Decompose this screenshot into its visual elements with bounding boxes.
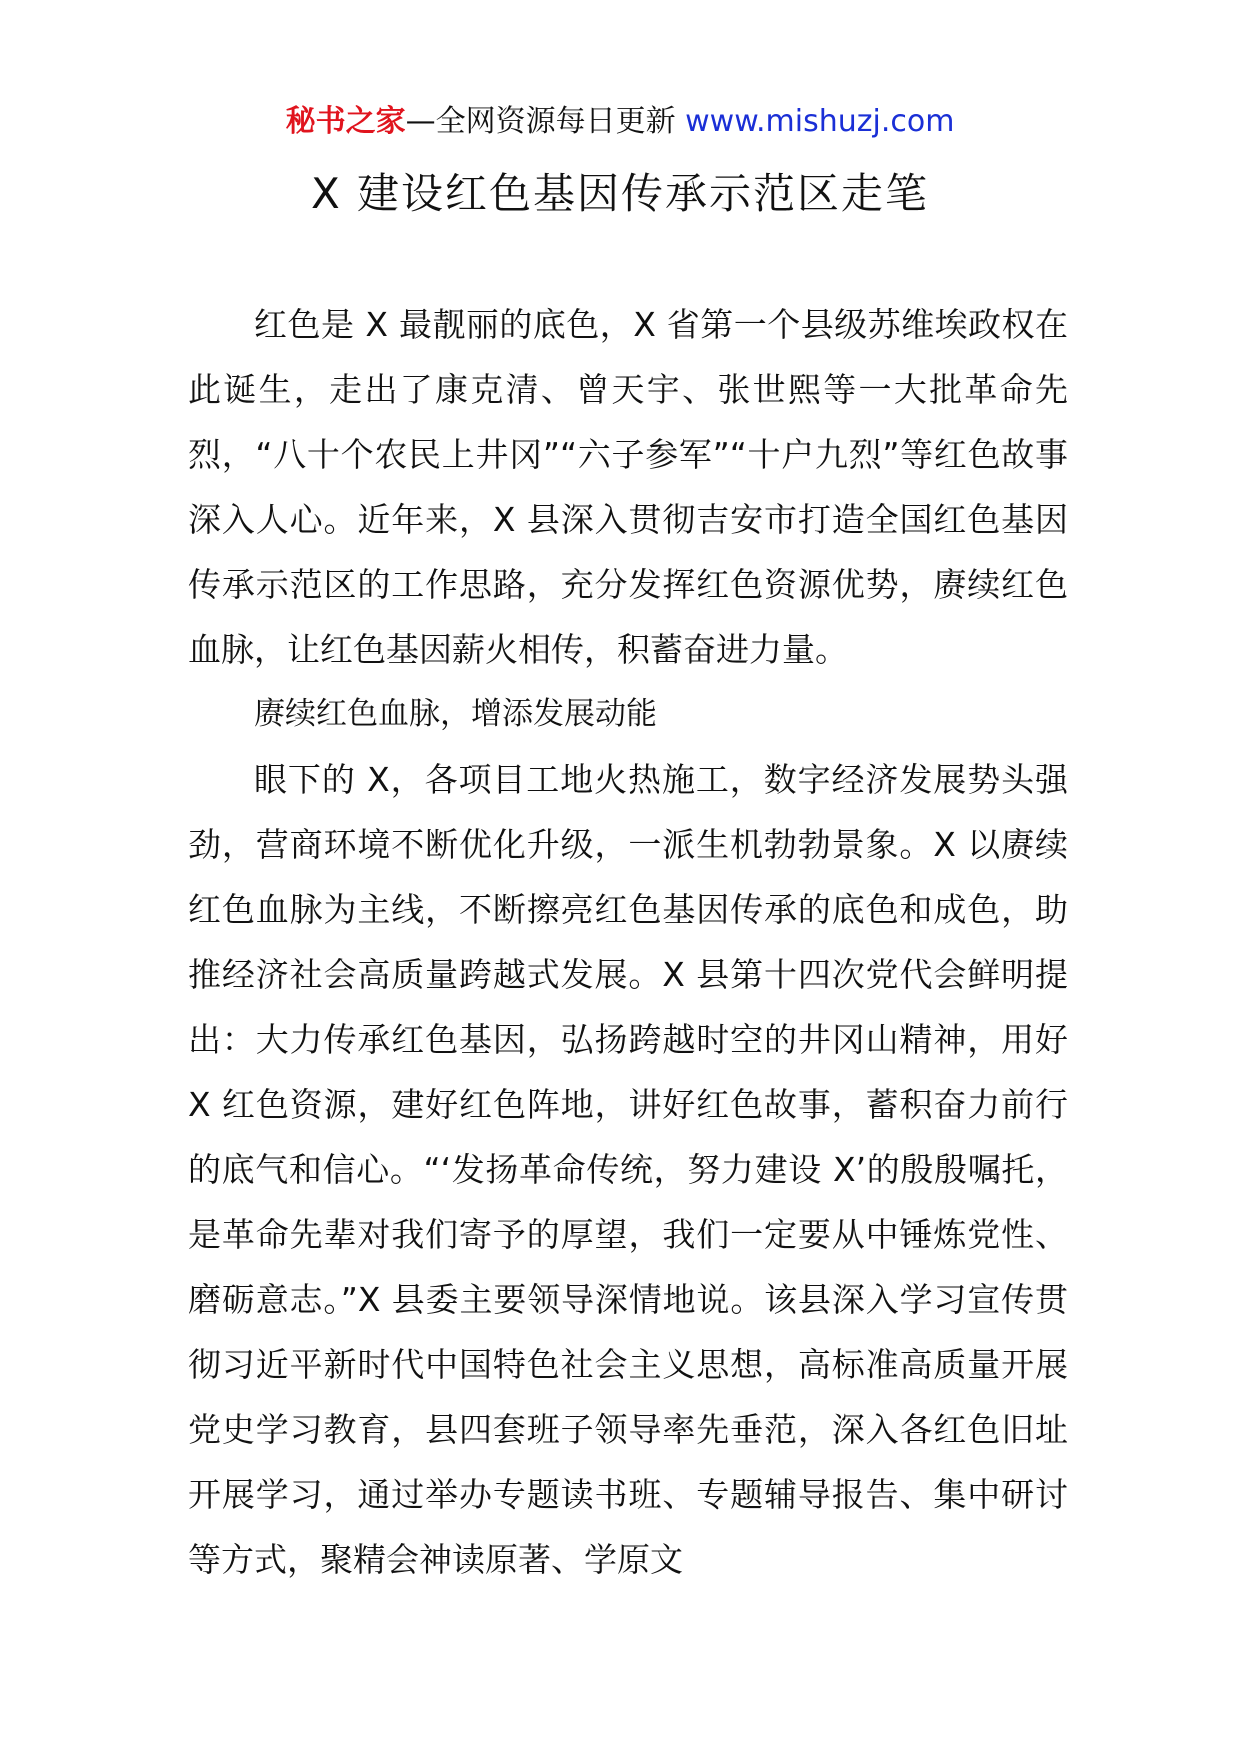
body-paragraph: 眼下的 X，各项目工地火热施工，数字经济发展势头强劲，营商环境不断优化升级，一派生机勃勃景象。X 以赓续红色血脉为主线，不断擦亮红色基因传承的底色和成色，助推经济社会高质量跨越式发展。X 县第十四次党代会鲜明提出：大力传承红色基因，弘扬跨越时空的井冈山精神，用好 X 红色资源，建好红色阵地，讲好红色故事，蓄积奋力前行的底气和信心。“‘发扬革命传统，努力建设 X’的殷殷嘱托，是革命先辈对我们寄予的厚望，我们一定要从中锤炼党性、磨砺意志。”X 县委主要领导深情地说。该县深入学习宣传贯彻习近平新时代中国特色社会主义思想，高标准高质量开展党史学习教育，县四套班子领导率先垂范，深入各红色旧址开展学习，通过举办专题读书班、专题辅导报告、集中研讨等方式，聚精会神读原著、学原文 <box>188 760 1068 1579</box>
body-paragraph: 红色是 X 最靓丽的底色，X 省第一个县级苏维埃政权在此诞生，走出了康克清、曾天宇、张世熙等一大批革命先烈，“八十个农民上井冈”“六子参军”“十户九烈”等红色故事深入人心。近年来，X 县深入贯彻吉安市打造全国红色基因传承示范区的工作思路，充分发挥红色资源优势，赓续红色血脉，让红色基因薪火相传，积蓄奋进力量。 <box>188 305 1068 669</box>
site-url-link[interactable]: www.mishuzj.com <box>685 104 955 139</box>
section-heading: 赓续红色血脉，增添发展动能 <box>254 696 657 732</box>
site-brand: 秘书之家 <box>285 104 406 139</box>
site-header <box>0 102 1240 142</box>
site-tagline: —全网资源每日更新 <box>405 104 676 139</box>
document-body <box>188 292 1068 1592</box>
document-title: X 建设红色基因传承示范区走笔 <box>310 169 930 218</box>
